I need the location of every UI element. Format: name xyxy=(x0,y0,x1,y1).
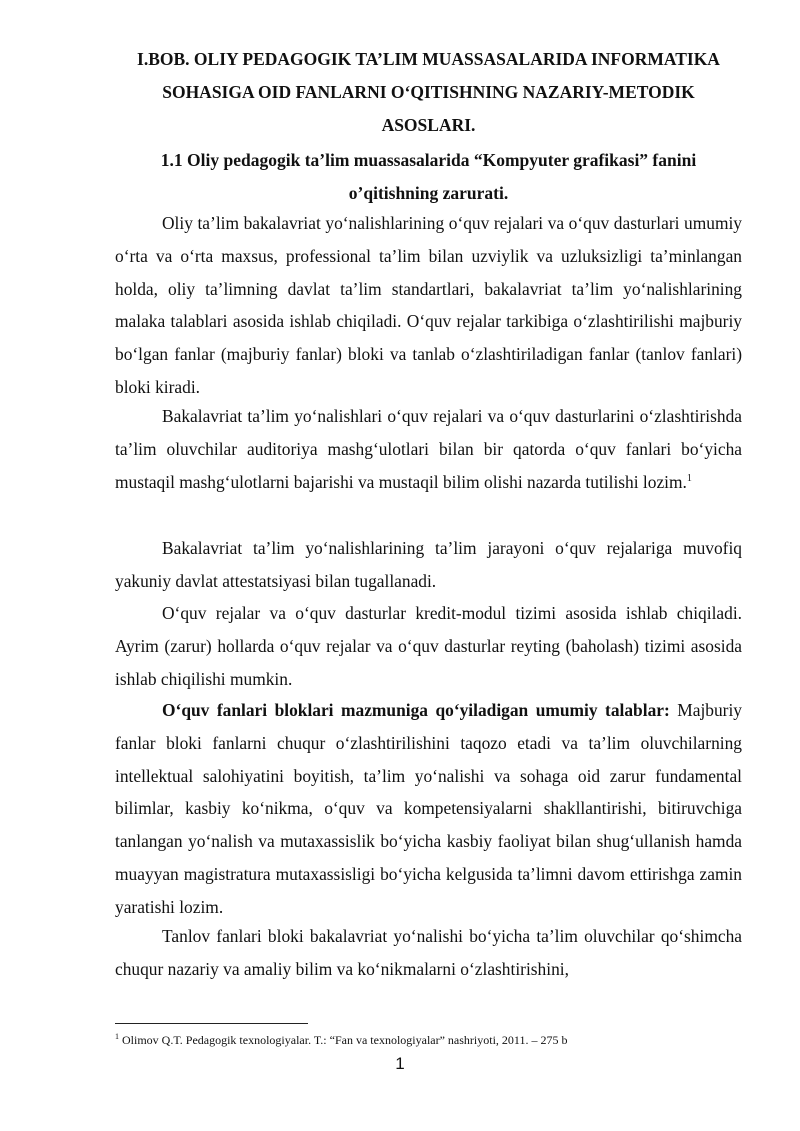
paragraph-text: O‘quv rejalar va o‘quv dasturlar kredit-modul tizimi asosida ishlab chiqiladi. Ayrim (zarur) hollarda o‘quv rejalar va o‘quv dasturlar reyting (baholash) tizimi asosida ishlab chiqilishi mumkin. xyxy=(115,603,742,689)
paragraph xyxy=(115,694,742,924)
paragraph xyxy=(115,207,742,404)
paragraph-bold-lead: O‘quv fanlari bloklari mazmuniga qo‘yiladigan umumiy talablar: xyxy=(162,700,670,720)
page-number: 1 xyxy=(395,1054,405,1073)
footnote-marker: 1 xyxy=(115,1032,119,1041)
footnote-separator xyxy=(115,1023,308,1024)
paragraph-text: Bakalavriat ta’lim yo‘nalishlarining ta’lim jarayoni o‘quv rejalariga muvofiq yakuniy davlat attestatsiyasi bilan tugallanadi. xyxy=(115,538,742,591)
footnote-text: Olimov Q.T. Pedagogik texnologiyalar. T.: “Fan va texnologiyalar” nashriyoti, 2011. – 275 b xyxy=(119,1033,568,1047)
paragraph xyxy=(115,597,742,695)
paragraph xyxy=(115,400,742,498)
section-title: 1.1 Oliy pedagogik ta’lim muassasalarida “Kompyuter grafikasi” fanini o’qitishning zarurati. xyxy=(160,150,697,203)
paragraph-text: Bakalavriat ta’lim yo‘nalishlari o‘quv rejalari va o‘quv dasturlarini o‘zlashtirishda ta’lim oluvchilar auditoriya mashg‘ulotlari bilan bir qatorda o‘quv fanlari bo‘yicha mustaqil mashg‘ulotlarni bajarishi va mustaqil bilim olishi nazarda tutilishi lozim. xyxy=(115,406,742,492)
paragraph xyxy=(115,920,742,986)
paragraph-text: Majburiy fanlar bloki fanlarni chuqur o‘zlashtirilishini taqozo etadi va ta’lim oluvchilarning intellektual salohiyatini boyitish, ta’lim yo‘nalishi va sohaga oid zarur fundamental bilimlar, kasbiy ko‘nikma, o‘quv va kompetensiyalarni shakllantirishi, bitiruvchiga tanlangan yo‘nalish va mutaxassislik bo‘yicha kasbiy faoliyat bilan shug‘ullanish hamda muayyan magistratura mutaxassisligi bo‘yicha kelgusida ta’limni davom ettirishga zamin yaratishi lozim. xyxy=(115,700,742,917)
paragraph xyxy=(115,532,742,598)
paragraph-text: Tanlov fanlari bloki bakalavriat yo‘nalishi bo‘yicha ta’lim oluvchilar qo‘shimcha chuqur nazariy va amaliy bilim va ko‘nikmalarni o‘zlashtirishini, xyxy=(115,926,742,979)
chapter-title: I.BOB. OLIY PEDAGOGIK TA’LIM MUASSASALARIDA INFORMATIKA SOHASIGA OID FANLARNI O‘QITISHNING NAZARIY-METODIK ASOSLARI. xyxy=(137,49,720,135)
paragraph-text: Oliy ta’lim bakalavriat yo‘nalishlarining o‘quv rejalari va o‘quv dasturlari umumiy o‘rta va o‘rta maxsus, professional ta’lim bilan uzviylik va uzluksizligi ta’minlangan holda, oliy ta’limning davlat ta’lim standartlari, bakalavriat ta’lim yo‘nalishlarining malaka talablari asosida ishlab chiqiladi. O‘quv rejalar tarkibiga o‘zlashtirilishi majburiy bo‘lgan fanlar (majburiy fanlar) bloki va tanlab o‘zlashtiriladigan fanlar (tanlov fanlari) bloki kiradi. xyxy=(115,213,742,397)
footnote-reference: 1 xyxy=(686,472,692,484)
footnote xyxy=(115,1032,742,1048)
